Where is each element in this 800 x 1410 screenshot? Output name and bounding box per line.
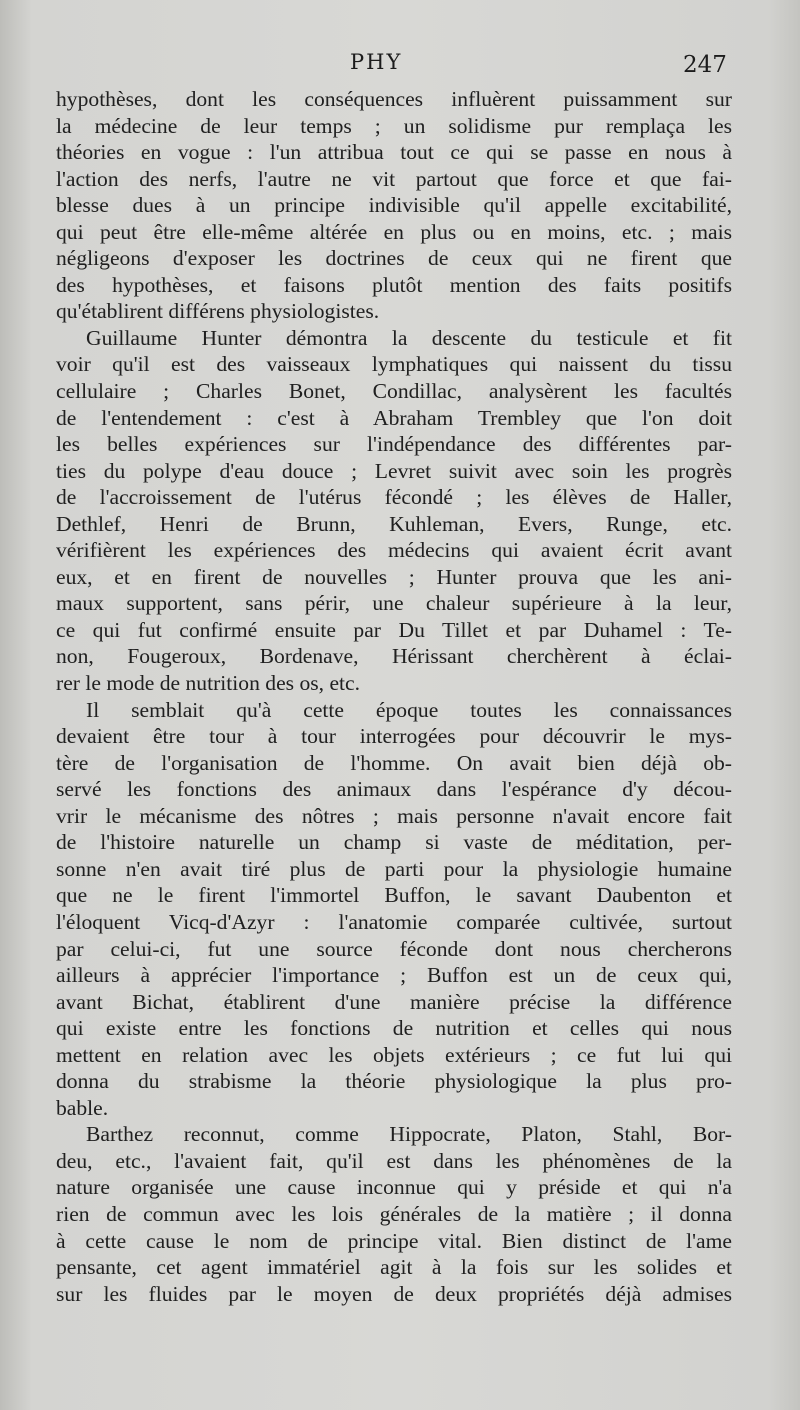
page-header	[0, 50, 800, 84]
text-line: sonne n'en avait tiré plus de parti pour la physiologie humaine	[56, 856, 732, 881]
page-number: 247	[683, 52, 727, 78]
text-line: les belles expériences sur l'indépendance des différentes par-	[56, 432, 732, 457]
text-line: de l'histoire naturelle un champ si vaste de méditation, per-	[56, 830, 732, 855]
text-line: Dethlef, Henri de Brunn, Kuhleman, Evers, Runge, etc.	[56, 511, 732, 536]
text-line: ties du polype d'eau douce ; Levret suivit avec soin les progrès	[56, 458, 732, 483]
text-line: eux, et en firent de nouvelles ; Hunter prouva que les ani-	[56, 564, 732, 589]
paragraph-4	[56, 1121, 732, 1307]
text-line: ce qui fut confirmé ensuite par Du Tillet et par Duhamel : Te-	[56, 617, 732, 642]
text-line: vrir le mécanisme des nôtres ; mais personne n'avait encore fait	[56, 803, 732, 828]
text-line: théories en vogue : l'un attribua tout ce qui se passe en nous à	[56, 140, 732, 165]
text-line: avant Bichat, établirent d'une manière précise la différence	[56, 989, 732, 1014]
text-line: Barthez reconnut, comme Hippocrate, Platon, Stahl, Bor-	[86, 1122, 732, 1147]
text-line: mettent en relation avec les objets extérieurs ; ce fut lui qui	[56, 1042, 732, 1067]
text-line: l'éloquent Vicq-d'Azyr : l'anatomie comparée cultivée, surtout	[56, 909, 732, 934]
paragraph-2	[56, 325, 732, 697]
paragraph-1	[56, 86, 732, 325]
text-line: à cette cause le nom de principe vital. Bien distinct de l'ame	[56, 1228, 732, 1253]
text-line: servé les fonctions des animaux dans l'espérance d'y décou-	[56, 777, 732, 802]
text-line: donna du strabisme la théorie physiologique la plus pro-	[56, 1069, 732, 1094]
text-line: blesse dues à un principe indivisible qu'il appelle excitabilité,	[56, 193, 732, 218]
text-line: tère de l'organisation de l'homme. On avait bien déjà ob-	[56, 750, 732, 775]
text-line: deu, etc., l'avaient fait, qu'il est dans les phénomènes de la	[56, 1148, 732, 1173]
text-line: devaient être tour à tour interrogées pour découvrir le mys-	[56, 724, 732, 749]
text-line: pensante, cet agent immatériel agit à la fois sur les solides et	[56, 1255, 732, 1280]
text-line: cellulaire ; Charles Bonet, Condillac, analysèrent les facultés	[56, 379, 732, 404]
text-line: rer le mode de nutrition des os, etc.	[56, 671, 361, 696]
body-text	[56, 86, 732, 1307]
text-line: qui peut être elle-même altérée en plus ou en moins, etc. ; mais	[56, 219, 732, 244]
text-line: hypothèses, dont les conséquences influèrent puissamment sur	[56, 87, 732, 111]
text-line: de l'entendement : c'est à Abraham Trembley que l'on doit	[56, 405, 732, 430]
text-line: rien de commun avec les lois générales de la matière ; il donna	[56, 1201, 732, 1226]
text-line: qui existe entre les fonctions de nutrition et celles qui nous	[56, 1016, 732, 1041]
text-line: la médecine de leur temps ; un solidisme pur remplaça les	[56, 113, 732, 138]
text-line: non, Fougeroux, Bordenave, Hérissant cherchèrent à éclai-	[56, 644, 732, 669]
text-line: Guillaume Hunter démontra la descente du testicule et fit	[86, 325, 732, 350]
text-line: par celui-ci, fut une source féconde dont nous chercherons	[56, 936, 732, 961]
text-line: des hypothèses, et faisons plutôt mention des faits positifs	[56, 272, 732, 297]
text-line: ailleurs à apprécier l'importance ; Buffon est un de ceux qui,	[56, 963, 732, 988]
text-line: qu'établirent différens physiologistes.	[56, 299, 380, 324]
text-line: nature organisée une cause inconnue qui y préside et qui n'a	[56, 1175, 732, 1200]
text-line: négligeons d'exposer les doctrines de ceux qui ne firent que	[56, 246, 732, 271]
text-line: sur les fluides par le moyen de deux propriétés déjà admises	[56, 1281, 732, 1306]
text-line: Il semblait qu'à cette époque toutes les connaissances	[86, 697, 732, 722]
text-line: de l'accroissement de l'utérus fécondé ; les élèves de Haller,	[56, 485, 732, 510]
paragraph-3	[56, 697, 732, 1122]
text-line: que ne le firent l'immortel Buffon, le savant Daubenton et	[56, 883, 732, 908]
text-line: maux supportent, sans périr, une chaleur supérieure à la leur,	[56, 591, 732, 616]
text-line: vérifièrent les expériences des médecins qui avaient écrit avant	[56, 538, 732, 563]
text-line: voir qu'il est des vaisseaux lymphatiques qui naissent du tissu	[56, 352, 732, 377]
text-line: bable.	[56, 1095, 109, 1120]
running-head: PHY	[350, 50, 403, 74]
text-line: l'action des nerfs, l'autre ne vit partout que force et que fai-	[56, 166, 732, 191]
